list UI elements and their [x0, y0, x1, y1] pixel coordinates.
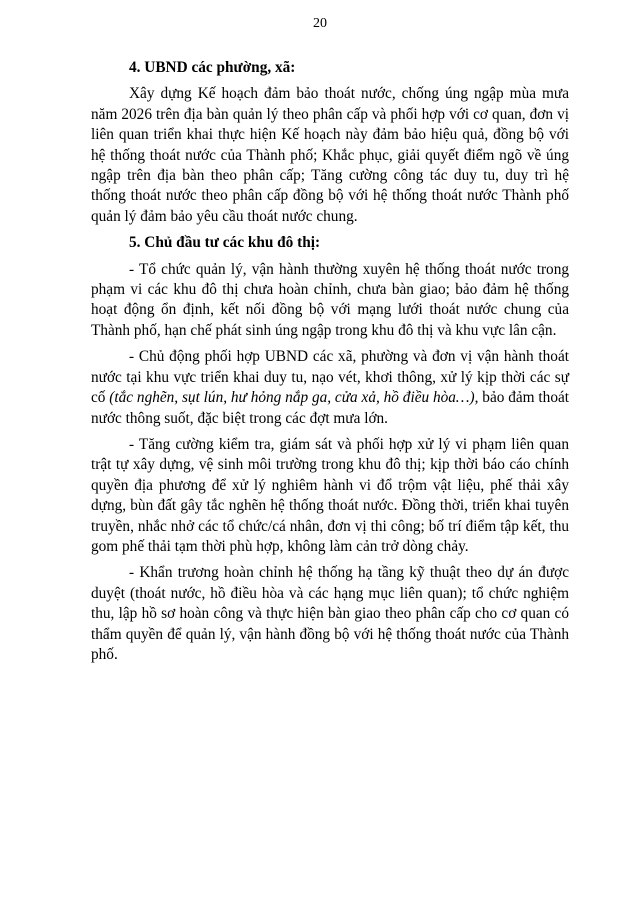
document-body	[91, 58, 569, 671]
bullet-2-italic-examples: (tắc nghẽn, sụt lún, hư hỏng nắp ga, cửa xả, hồ điều hòa…)	[109, 389, 475, 407]
section-5-bullet-3: - Tăng cường kiểm tra, giám sát và phối hợp xử lý vi phạm liên quan trật tự xây dựng, vệ sinh môi trường trong khu đô thị; kịp thời báo cáo chính quyền địa phương để xử lý nghiêm hành vi đổ trộm vật liệu, phế thải xây dựng, bùn đất gây tắc nghẽn hệ thống thoát nước. Đồng thời, triển khai tuyên truyền, nhắc nhở các tổ chức/cá nhân, đơn vị thi công; bố trí điểm tập kết, thu gom phế thải tạm thời phù hợp, không làm cản trở dòng chảy.	[91, 435, 569, 555]
section-5-heading: 5. Chủ đầu tư các khu đô thị:	[129, 234, 321, 252]
section-5-bullet-1: - Tổ chức quản lý, vận hành thường xuyên hệ thống thoát nước trong phạm vi các khu đô thị chưa hoàn chỉnh, chưa bàn giao; bảo đảm hệ thống hoạt động ổn định, kết nối đồng bộ với mạng lưới thoát nước chung của Thành phố, hạn chế phát sinh úng ngập trong khu đô thị và khu vực lân cận.	[91, 260, 569, 339]
page-number: 20	[313, 16, 327, 31]
section-4-heading: 4. UBND các phường, xã:	[129, 59, 296, 76]
bullet-2-text-start: - Chủ động phối hợp UBND các xã, phường và đơn vị vận hành thoát nước tại khu vực triển khai duy tu, nạo vét, khơi thông, xử lý kịp thời các sự cố	[91, 348, 569, 407]
section-5-bullet-2	[91, 347, 569, 429]
section-4-paragraph: Xây dựng Kế hoạch đảm bảo thoát nước, chống úng ngập mùa mưa năm 2026 trên địa bàn quản lý theo phân cấp và phối hợp với cơ quan, đơn vị liên quan triển khai thực hiện Kế hoạch này đảm bảo hiệu quả, đồng bộ với hệ thống thoát nước của Thành phố; Khắc phục, giải quyết điểm ngõ về úng ngập trên địa bàn theo phân cấp; Tăng cường công tác duy tu, duy trì hệ thống thoát nước theo phân cấp đồng bộ với hệ thống thoát nước Thành phố quản lý đảm bảo yêu cầu thoát nước chung.	[91, 85, 569, 225]
bullet-2-text-end: , bảo đảm thoát nước thông suốt, đặc biệt trong các đợt mưa lớn.	[91, 389, 570, 427]
section-5-bullet-4: - Khẩn trương hoàn chỉnh hệ thống hạ tầng kỹ thuật theo dự án được duyệt (thoát nước, hồ điều hòa và các hạng mục liên quan); tổ chức nghiệm thu, lập hồ sơ hoàn công và thực hiện bàn giao theo phân cấp cho cơ quan có thẩm quyền để quản lý, vận hành đồng bộ với hệ thống thoát nước của Thành phố.	[91, 564, 569, 663]
